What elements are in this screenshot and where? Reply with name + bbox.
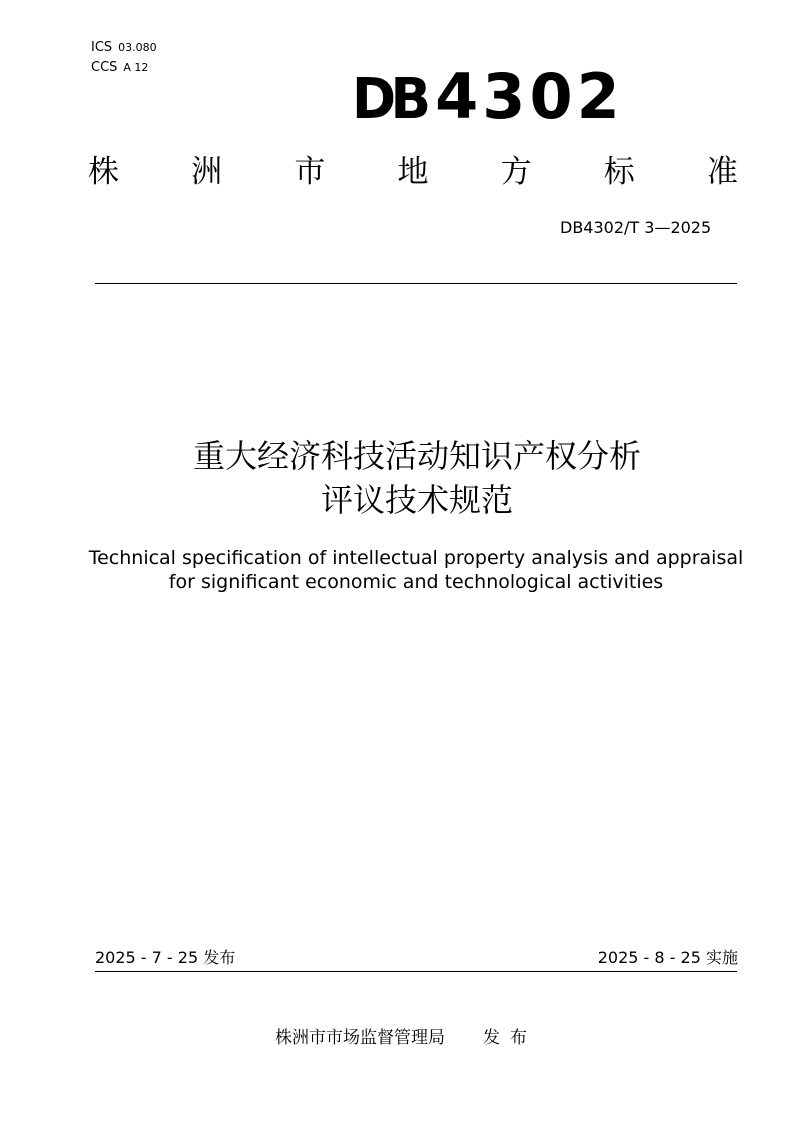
logo-prefix: DB [352, 67, 426, 132]
document-title-cn [0, 434, 794, 522]
issuer-line [0, 1027, 794, 1049]
title-en-line-2: for significant economic and technological activities [168, 571, 664, 593]
ccs-classification [91, 60, 148, 75]
standard-type-char: 洲 [191, 154, 223, 190]
implementation-date: 2025 - 8 - 25 实施 [597, 948, 738, 967]
ccs-label: CCS [91, 60, 118, 75]
header-divider [95, 283, 737, 284]
standard-type-char: 地 [397, 154, 429, 190]
document-title-en [80, 546, 752, 594]
title-en-line-1: Technical specification of intellectual property analysis and appraisal [88, 547, 744, 569]
footer-divider [95, 971, 737, 972]
ics-classification [91, 40, 157, 55]
title-cn-line-2: 评议技术规范 [320, 481, 513, 519]
standard-type-title [88, 154, 738, 190]
standard-type-char: 株 [88, 154, 119, 190]
issuer-action: 发布 [483, 1028, 537, 1048]
ccs-code: A 12 [123, 61, 149, 74]
issue-date: 2025 - 7 - 25 发布 [95, 948, 236, 967]
title-cn-line-1: 重大经济科技活动知识产权分析 [192, 437, 641, 475]
standard-type-char: 市 [294, 154, 326, 190]
db-logo [352, 60, 624, 133]
logo-number: 4302 [435, 60, 624, 133]
ics-label: ICS [91, 40, 113, 55]
issuer-name: 株洲市市场监督管理局 [275, 1028, 445, 1048]
standard-type-char: 方 [500, 154, 532, 190]
standard-type-char: 准 [706, 154, 738, 190]
standard-type-char: 标 [603, 154, 635, 190]
standard-number: DB4302/T 3—2025 [560, 218, 712, 237]
ics-code: 03.080 [118, 41, 157, 54]
